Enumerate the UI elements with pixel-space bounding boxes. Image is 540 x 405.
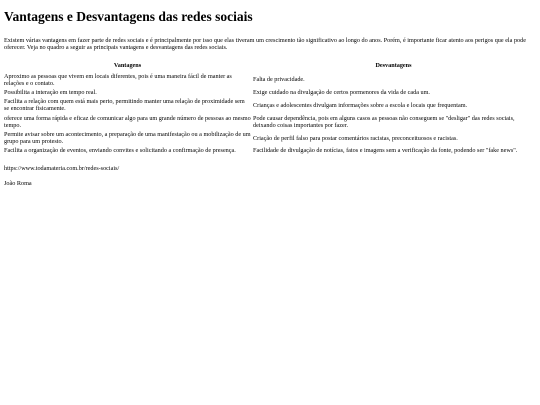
author-name: João Roma [4,179,32,187]
comparison-table [4,61,536,155]
advantage-cell: Facilita a relação com quem está mais perto, permitindo manter uma relação de proximidade sem se encontrar fisicamente. [4,98,245,113]
table-row [4,97,536,113]
disadvantage-cell: Criação de perfil falso para postar comentários racistas, preconceituosos e racistas. [253,134,458,142]
document-page [0,0,540,187]
source-link[interactable]: https://www.todamateria.com.br/redes-sociais/ [4,164,120,172]
disadvantage-cell: Exige cuidado na divulgação de certos pormenores da vida de cada um. [253,89,430,97]
header-vantagens: Vantagens [113,62,142,70]
advantage-cell: Aproximo as pessoas que vivem em locais diferentes, pois é uma maneira fácil de manter as relações e o contato. [4,72,232,87]
disadvantage-cell: Pode causar dependência, pois em alguns casos as pessoas não conseguem se "desligar" das redes sociais, deixando coisas importantes por fazer. [253,114,515,129]
table-row [4,88,536,97]
disadvantage-cell: Crianças e adolescentes divulgam informações sobre a escola e locais que frequentam. [253,101,468,109]
advantage-cell: Permite avisar sobre um acontecimento, a preparação de uma manifestação ou a mobilização de um grupo para um protesto. [4,131,251,146]
intro-paragraph: Existem várias vantagens em fazer parte de redes sociais e é principalmente por isso que elas tiveram um crescimento tão significativo ao longo do anos. Porém, é importante ficar atento aos perigos que ela pode oferecer. Veja no quadro a seguir as principais vantagens e desvantagens das redes sociais. [4,37,526,52]
disadvantage-cell: Facilidade de divulgação de notícias, fatos e imagens sem a verificação da fonte, podendo ser "fake news". [253,147,518,155]
table-row [4,114,536,130]
table-row [4,72,536,88]
advantage-cell: oferece uma forma rápida e eficaz de comunicar algo para um grande número de pessoas ao mesmo tempo. [4,114,251,129]
table-row [4,130,536,146]
advantage-cell: Facilita a organização de eventos, enviando convites e solicitando a confirmação de presença. [4,147,236,155]
page-title: Vantagens e Desvantagens das redes sociais [4,9,253,24]
table-header-row [4,61,536,71]
table-row [4,146,536,155]
disadvantage-cell: Falta de privacidade. [253,76,305,84]
header-desvantagens: Desvantagens [375,62,412,70]
advantage-cell: Possibilita a interação em tempo real. [4,89,97,97]
